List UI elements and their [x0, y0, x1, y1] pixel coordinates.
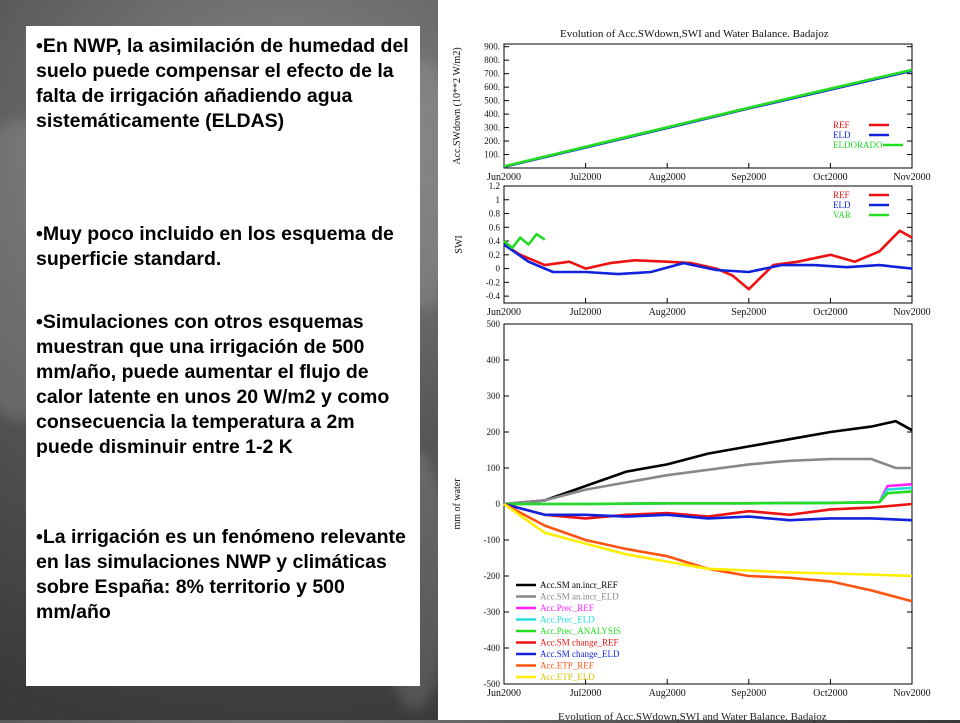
chart-2-ytick-label: -200 [483, 571, 500, 581]
legend-label: Acc.Prec_ANALYSIS [540, 626, 621, 636]
legend-label: Acc.ETP_REF [540, 660, 594, 671]
chart-0-ytick-label: 400. [484, 109, 500, 120]
chart-1-xtick-label: Oct2000 [813, 307, 848, 318]
chart-1-ylabel: SWI [454, 235, 465, 254]
chart-2-series-gray [504, 459, 912, 504]
chart-2-xtick-label: Jun2000 [487, 688, 521, 699]
figure-title: Evolution of Acc.SWdown,SWI and Water Balance. Badajoz [560, 28, 829, 40]
chart-1-ytick-label: 0.8 [488, 208, 500, 219]
chart-2-ytick-label: 200 [486, 427, 500, 437]
chart-1-ytick-label: 1 [495, 194, 500, 205]
legend-label: Acc.SM an.incr_ELD [540, 591, 619, 602]
chart-0-ytick-label: 500. [484, 95, 500, 106]
chart-2-series-red [504, 504, 912, 518]
legend-label: ELDORADO [833, 140, 883, 150]
chart-1-xtick-label: Aug2000 [648, 307, 686, 318]
legend-label: Acc.Prec_ELD [540, 614, 595, 625]
chart-0-xtick-label: Sep2000 [731, 172, 767, 183]
legend-label: Acc.SM change_ELD [540, 649, 620, 659]
legend-label: REF [833, 190, 850, 200]
chart-2-ylabel: mm of water [452, 478, 463, 530]
chart-2-ytick-label: 100 [486, 463, 500, 473]
bullet-eldas: •En NWP, la asimilación de humedad del suelo puede compensar el efecto de la falta de irrigación añadiendo agua sistemáticamente (ELDAS) [36, 35, 409, 132]
bullet-surface-schemes: •Muy poco incluido en los esquema de superficie standard. [36, 223, 394, 270]
chart-2-ytick-label: -500 [483, 679, 500, 689]
bullet-simulations: •Simulaciones con otros esquemas muestran que una irrigación de 500 mm/año, puede aumentar el flujo de calor latente en unos 20 W/m2 y como consecuencia la temperatura a 2m puede disminuir entre 1-2 K [36, 311, 390, 458]
chart-0-xtick-label: Nov2000 [893, 172, 931, 183]
chart-0-xtick-label: Jun2000 [487, 172, 521, 183]
chart-0-xtick-label: Jul2000 [569, 172, 602, 183]
chart-1-xtick-label: Jul2000 [569, 307, 602, 318]
legend-label: ELD [833, 200, 851, 210]
legend-label: ELD [833, 130, 851, 140]
legend-label: Acc.SM change_REF [540, 637, 619, 648]
charts-panel [438, 0, 960, 723]
chart-1-ytick-label: -0.2 [485, 277, 500, 288]
chart-0-ytick-label: 600. [484, 82, 500, 93]
chart-1-ytick-label: 1.2 [488, 181, 500, 191]
legend-label: Acc.Prec_REF [540, 603, 594, 613]
chart-0-series-green [504, 70, 912, 166]
chart-2-series-black [504, 421, 912, 504]
chart-0-ytick-label: 100. [484, 149, 500, 160]
legend-label: Acc.SM an.incr_REF [540, 580, 618, 590]
chart-1-series-red [504, 231, 912, 290]
chart-0-ytick-label: 200. [484, 136, 500, 147]
chart-2-ytick-label: 400 [486, 355, 500, 365]
charts-figure [438, 0, 960, 720]
chart-2-xtick-label: Jul2000 [569, 688, 602, 699]
chart-2-ytick-label: -100 [483, 535, 500, 545]
chart-1-ytick-label: 0.2 [488, 249, 500, 260]
chart-1-series-green [504, 234, 545, 248]
chart-2-xtick-label: Sep2000 [731, 688, 767, 699]
chart-2-ytick-label: 500 [486, 319, 500, 329]
chart-0-ytick-label: 800. [484, 55, 500, 66]
chart-2-ytick-label: 300 [486, 391, 500, 401]
chart-1-xtick-label: Sep2000 [731, 307, 767, 318]
chart-1-xtick-label: Jun2000 [487, 307, 521, 318]
legend-label: VAR [833, 210, 851, 220]
chart-0-ytick-label: 700. [484, 68, 500, 79]
chart-2-ytick-label: -400 [483, 643, 500, 653]
chart-1-frame [504, 186, 912, 303]
chart-2-xtick-label: Aug2000 [648, 688, 686, 699]
chart-2-ytick-label: -300 [483, 607, 500, 617]
text-panel [26, 26, 420, 686]
chart-2-ytick-label: 0 [495, 499, 500, 509]
chart-0-xtick-label: Aug2000 [648, 172, 686, 183]
chart-2-xtick-label: Oct2000 [813, 688, 848, 699]
chart-1-ytick-label: 0.4 [488, 236, 500, 247]
chart-0-ytick-label: 900. [484, 41, 500, 52]
chart-1-ytick-label: 0.6 [488, 222, 500, 233]
bottom-title-cut: Evolution of Acc.SWdown,SWI and Water Balance. Badajoz [558, 711, 827, 723]
chart-0-ylabel: Acc.SWdown (10**2 W/m2) [452, 47, 463, 165]
chart-0-xtick-label: Oct2000 [813, 172, 848, 183]
bullet-irrigation-relevance: •La irrigación es un fenómeno relevante en las simulaciones NWP y climáticas sobre España: 8% territorio y 500 mm/año [36, 526, 406, 623]
chart-0-ytick-label: 300. [484, 122, 500, 133]
chart-1-ytick-label: 0 [495, 263, 500, 274]
chart-1-xtick-label: Nov2000 [893, 307, 931, 318]
legend-label: Acc.ETP_ELD [540, 672, 595, 682]
legend-label: REF [833, 120, 850, 130]
chart-2-xtick-label: Nov2000 [893, 688, 931, 699]
chart-1-ytick-label: -0.4 [485, 291, 500, 302]
